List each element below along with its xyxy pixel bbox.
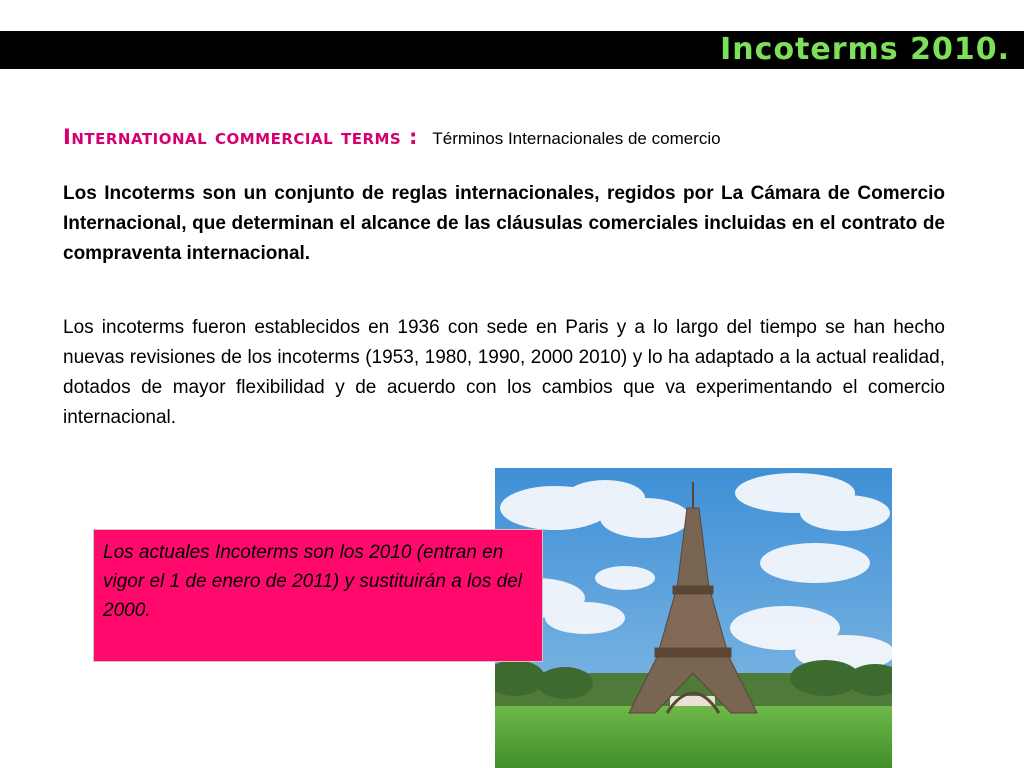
- subtitle-spanish: Términos Internacionales de comercio: [432, 129, 721, 148]
- eiffel-tower-illustration: [495, 468, 892, 768]
- eiffel-tower-photo: [495, 468, 892, 768]
- subtitle-row: [63, 124, 963, 153]
- note-text: Los actuales Incoterms son los 2010 (entran en vigor el 1 de enero de 2011) y sustituirán a los del 2000.: [103, 542, 522, 621]
- slide-title: Incoterms 2010.: [720, 32, 1010, 67]
- paragraph-definition: Los Incoterms son un conjunto de reglas internacionales, regidos por La Cámara de Comercio Internacional, que determinan el alcance de las cláusulas comerciales incluidas en el contrato de compraventa internacional.: [63, 183, 945, 264]
- title-bar: [0, 31, 1024, 69]
- paragraph-history: Los incoterms fueron establecidos en 1936 con sede en Paris y a lo largo del tiempo se han hecho nuevas revisiones de los incoterms (1953, 1980, 1990, 2000 2010) y lo ha adaptado a la actual realidad, dotados de mayor flexibilidad y de acuerdo con los cambios que va experimentando el comercio internacional.: [63, 317, 945, 428]
- photo-grass: [495, 706, 892, 768]
- subtitle-english: International commercial terms :: [63, 125, 418, 149]
- note-box: [93, 529, 543, 662]
